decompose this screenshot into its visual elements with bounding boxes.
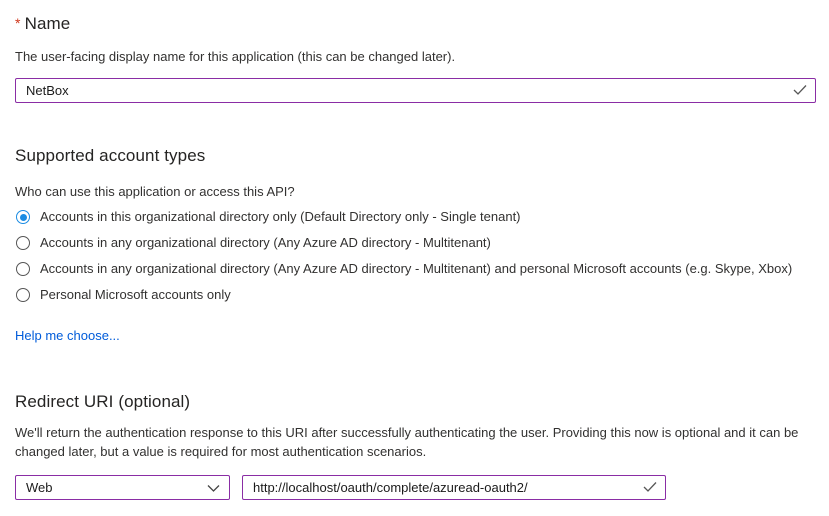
radio-label: Personal Microsoft accounts only <box>40 287 231 302</box>
redirect-uri-row <box>15 475 816 500</box>
valid-check-icon <box>643 480 657 495</box>
radio-icon[interactable] <box>16 262 30 276</box>
radio-dot <box>20 214 27 221</box>
name-section-title <box>15 12 816 35</box>
help-me-choose-link[interactable]: Help me choose... <box>15 328 120 343</box>
radio-option-personal-only[interactable] <box>15 282 816 308</box>
radio-option-single-tenant[interactable] <box>15 204 816 230</box>
redirect-uri-description: We'll return the authentication response to this URI after successfully authenticating the user. Providing this now is optional and it can be changed later, but a value is required for most authentication scenarios. <box>15 425 799 459</box>
required-marker: * <box>15 15 21 31</box>
radio-icon[interactable] <box>16 288 30 302</box>
account-type-radio-group <box>15 204 816 308</box>
radio-label: Accounts in this organizational directory only (Default Directory only - Single tenant) <box>40 209 521 224</box>
redirect-uri-title: Redirect URI (optional) <box>15 392 191 411</box>
chevron-down-icon <box>207 480 220 495</box>
account-types-title: Supported account types <box>15 146 206 165</box>
name-input-box <box>15 78 816 103</box>
redirect-uri-input-box <box>242 475 666 500</box>
radio-label: Accounts in any organizational directory (Any Azure AD directory - Multitenant) <box>40 235 491 250</box>
name-title-text: Name <box>24 14 71 33</box>
radio-icon[interactable] <box>16 236 30 250</box>
name-description: The user-facing display name for this application (this can be changed later). <box>15 49 456 64</box>
redirect-uri-input[interactable] <box>243 476 665 499</box>
valid-check-icon <box>793 83 807 98</box>
radio-option-multitenant-personal[interactable] <box>15 256 816 282</box>
account-types-question: Who can use this application or access this API? <box>15 184 295 199</box>
name-input[interactable] <box>16 79 815 102</box>
radio-icon[interactable] <box>16 210 30 224</box>
platform-select[interactable] <box>15 475 230 500</box>
radio-label: Accounts in any organizational directory (Any Azure AD directory - Multitenant) and personal Microsoft accounts (e.g. Skype, Xbox) <box>40 261 793 276</box>
platform-select-value: Web <box>26 480 53 495</box>
radio-option-multitenant[interactable] <box>15 230 816 256</box>
